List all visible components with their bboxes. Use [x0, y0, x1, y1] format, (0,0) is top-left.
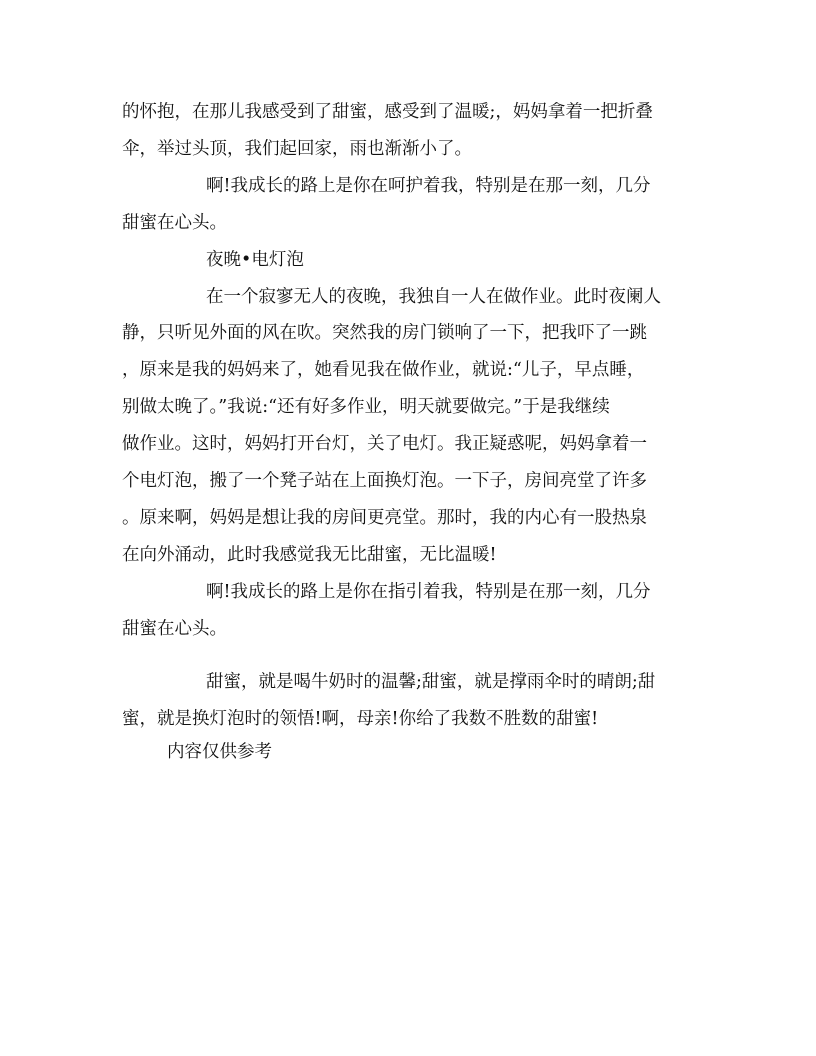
text-line: 静，只听见外面的风在吹。突然我的房门锁响了一下，把我吓了一跳 [122, 323, 647, 344]
text-line: 在一个寂寥无人的夜晚，我独自一人在做作业。此时夜阑人 [206, 286, 661, 307]
text-line: 啊!我成长的路上是你在指引着我，特别是在那一刻，几分 [206, 581, 651, 602]
footer-note: 内容仅供参考 [167, 742, 272, 762]
text-line: 啊!我成长的路上是你在呵护着我，特别是在那一刻，几分 [206, 175, 651, 196]
text-line: 的怀抱，在那儿我感受到了甜蜜，感受到了温暖;，妈妈拿着一把折叠 [122, 102, 653, 122]
essay-body [122, 94, 708, 737]
text-line: 在向外涌动，此时我感觉我无比甜蜜，无比温暖! [122, 544, 497, 565]
section-heading: 夜晚•电灯泡 [206, 249, 304, 270]
text-line: 别做太晚了。”我说:“还有好多作业，明天就要做完。”于是我继续 [122, 397, 610, 418]
text-line: ，原来是我的妈妈来了，她看见我在做作业，就说:“儿子，早点睡， [122, 360, 645, 381]
text-line: 个电灯泡，搬了一个凳子站在上面换灯泡。一下子，房间亮堂了许多 [122, 471, 647, 492]
text-line: 甜蜜，就是喝牛奶时的温馨;甜蜜，就是撑雨伞时的晴朗;甜 [206, 671, 656, 692]
text-line: 甜蜜在心头。 [122, 618, 227, 639]
text-line: 做作业。这时，妈妈打开台灯，关了电灯。我正疑惑呢，妈妈拿着一 [122, 434, 647, 455]
text-line: 蜜，就是换灯泡时的领悟!啊，母亲!你给了我数不胜数的甜蜜! [122, 708, 599, 729]
text-line: 甜蜜在心头。 [122, 212, 227, 233]
text-line: 伞，举过头顶，我们起回家，雨也渐渐小了。 [122, 138, 472, 159]
paragraph-gap [122, 648, 708, 664]
text-line: 。原来啊，妈妈是想让我的房间更亮堂。那时，我的内心有一股热泉 [122, 507, 647, 528]
